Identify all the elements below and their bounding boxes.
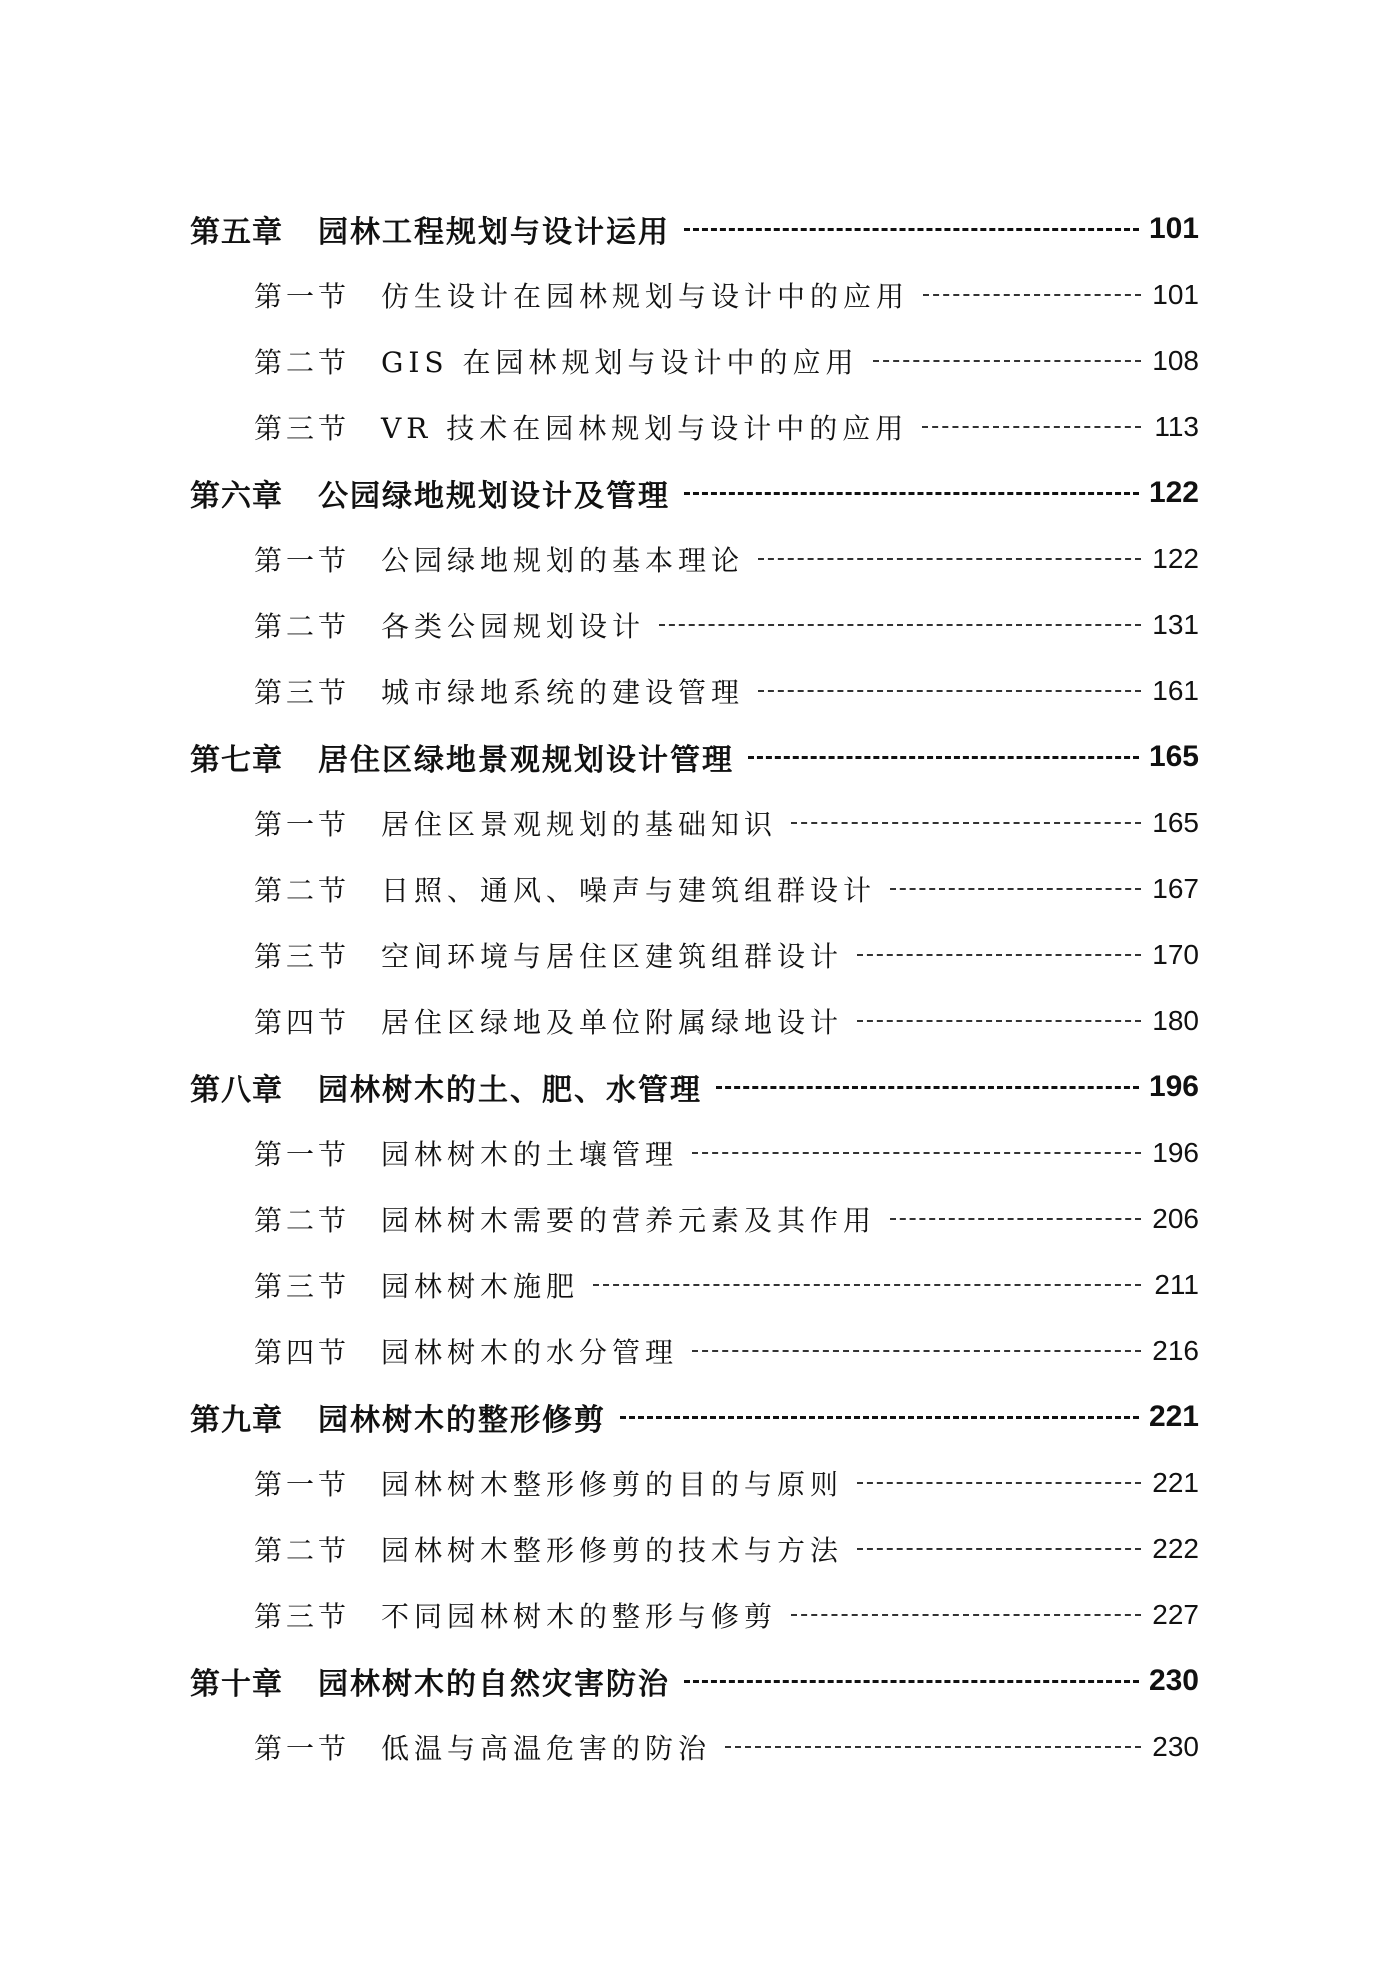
section-number: 第一节 xyxy=(254,1138,351,1171)
chapter-number: 第五章 xyxy=(190,215,283,250)
dotted-leader xyxy=(684,1680,1139,1683)
chapter-title: 居住区绿地景观规划设计管理 xyxy=(318,743,734,778)
dotted-leader xyxy=(890,888,1141,890)
page-number: 108 xyxy=(1152,345,1199,376)
toc-entry-line xyxy=(254,1252,1199,1318)
dotted-leader xyxy=(684,492,1139,495)
page-number: 165 xyxy=(1148,740,1199,773)
section-number: 第二节 xyxy=(254,346,351,379)
toc-section-entry[interactable] xyxy=(0,1120,1391,1186)
table-of-contents xyxy=(0,196,1391,1780)
toc-entry-line xyxy=(254,1516,1199,1582)
page-number: 222 xyxy=(1152,1533,1199,1564)
chapter-number: 第六章 xyxy=(190,479,283,514)
section-number: 第一节 xyxy=(254,280,351,313)
dotted-leader xyxy=(620,1416,1139,1419)
page-number: 122 xyxy=(1152,543,1199,574)
section-title: VR 技术在园林规划与设计中的应用 xyxy=(381,412,909,445)
dotted-leader xyxy=(716,1086,1139,1089)
toc-section-entry[interactable] xyxy=(0,658,1391,724)
page-number: 206 xyxy=(1152,1203,1199,1234)
chapter-title: 公园绿地规划设计及管理 xyxy=(318,479,670,514)
toc-section-entry[interactable] xyxy=(0,1714,1391,1780)
section-title: 园林树木需要的营养元素及其作用 xyxy=(381,1204,877,1237)
toc-entry-line xyxy=(190,196,1199,262)
page-number: 167 xyxy=(1152,873,1199,904)
toc-entry-line xyxy=(254,394,1199,460)
section-title: 园林树木的土壤管理 xyxy=(381,1138,679,1171)
section-number: 第二节 xyxy=(254,610,351,643)
dotted-leader xyxy=(857,1548,1141,1550)
toc-entry-line xyxy=(254,988,1199,1054)
toc-section-entry[interactable] xyxy=(0,1516,1391,1582)
page-number: 131 xyxy=(1152,609,1199,640)
toc-entry-line xyxy=(254,1714,1199,1780)
toc-entry-line xyxy=(254,262,1199,328)
chapter-title: 园林树木的土、肥、水管理 xyxy=(318,1073,702,1108)
page-number: 113 xyxy=(1154,411,1199,442)
toc-chapter-entry[interactable] xyxy=(0,1054,1391,1120)
section-number: 第三节 xyxy=(254,676,351,709)
page-number: 211 xyxy=(1154,1269,1199,1300)
section-number: 第三节 xyxy=(254,1270,351,1303)
chapter-number: 第七章 xyxy=(190,743,283,778)
toc-section-entry[interactable] xyxy=(0,1186,1391,1252)
dotted-leader xyxy=(857,954,1141,956)
dotted-leader xyxy=(659,624,1141,626)
toc-chapter-entry[interactable] xyxy=(0,196,1391,262)
toc-section-entry[interactable] xyxy=(0,988,1391,1054)
toc-chapter-entry[interactable] xyxy=(0,460,1391,526)
dotted-leader xyxy=(692,1152,1141,1154)
section-number: 第二节 xyxy=(254,1534,351,1567)
toc-entry-line xyxy=(254,1318,1199,1384)
page-number: 165 xyxy=(1152,807,1199,838)
section-number: 第一节 xyxy=(254,808,351,841)
chapter-title: 园林工程规划与设计运用 xyxy=(318,215,670,250)
toc-chapter-entry[interactable] xyxy=(0,724,1391,790)
section-title: 园林树木整形修剪的目的与原则 xyxy=(381,1468,844,1501)
dotted-leader xyxy=(922,426,1141,428)
dotted-leader xyxy=(692,1350,1141,1352)
toc-chapter-entry[interactable] xyxy=(0,1384,1391,1450)
section-number: 第三节 xyxy=(254,412,351,445)
toc-entry-line xyxy=(190,1054,1199,1120)
section-number: 第一节 xyxy=(254,544,351,577)
toc-section-entry[interactable] xyxy=(0,1450,1391,1516)
toc-section-entry[interactable] xyxy=(0,922,1391,988)
chapter-number: 第九章 xyxy=(190,1403,283,1438)
page-number: 196 xyxy=(1152,1137,1199,1168)
page-number: 101 xyxy=(1152,279,1199,310)
section-title: 不同园林树木的整形与修剪 xyxy=(381,1600,778,1633)
toc-section-entry[interactable] xyxy=(0,856,1391,922)
section-number: 第二节 xyxy=(254,1204,351,1237)
section-title: 居住区绿地及单位附属绿地设计 xyxy=(381,1006,844,1039)
toc-entry-line xyxy=(254,922,1199,988)
chapter-number: 第十章 xyxy=(190,1667,283,1702)
toc-section-entry[interactable] xyxy=(0,1252,1391,1318)
dotted-leader xyxy=(857,1482,1141,1484)
page-number: 196 xyxy=(1148,1070,1199,1103)
section-title: 公园绿地规划的基本理论 xyxy=(381,544,745,577)
toc-entry-line xyxy=(254,1186,1199,1252)
page-number: 180 xyxy=(1152,1005,1199,1036)
dotted-leader xyxy=(684,228,1139,231)
section-number: 第一节 xyxy=(254,1732,351,1765)
section-number: 第四节 xyxy=(254,1006,351,1039)
section-title: 园林树木施肥 xyxy=(381,1270,580,1303)
section-title: 低温与高温危害的防治 xyxy=(381,1732,712,1765)
page-number: 122 xyxy=(1148,476,1199,509)
toc-entry-line xyxy=(254,328,1199,394)
dotted-leader xyxy=(890,1218,1141,1220)
section-title: 园林树木的水分管理 xyxy=(381,1336,679,1369)
section-title: 居住区景观规划的基础知识 xyxy=(381,808,778,841)
page-number: 230 xyxy=(1152,1731,1199,1762)
toc-entry-line xyxy=(254,790,1199,856)
section-title: 城市绿地系统的建设管理 xyxy=(381,676,745,709)
toc-entry-line xyxy=(190,1384,1199,1450)
toc-section-entry[interactable] xyxy=(0,394,1391,460)
toc-section-entry[interactable] xyxy=(0,1582,1391,1648)
dotted-leader xyxy=(873,360,1141,362)
toc-entry-line xyxy=(254,1582,1199,1648)
section-title: 日照、通风、噪声与建筑组群设计 xyxy=(381,874,877,907)
dotted-leader xyxy=(791,822,1141,824)
toc-entry-line xyxy=(254,526,1199,592)
toc-section-entry[interactable] xyxy=(0,1318,1391,1384)
section-number: 第四节 xyxy=(254,1336,351,1369)
page-number: 101 xyxy=(1148,212,1199,245)
section-title: GIS 在园林规划与设计中的应用 xyxy=(381,346,859,379)
section-number: 第二节 xyxy=(254,874,351,907)
chapter-title: 园林树木的整形修剪 xyxy=(318,1403,606,1438)
toc-section-entry[interactable] xyxy=(0,262,1391,328)
dotted-leader xyxy=(748,756,1139,759)
toc-section-entry[interactable] xyxy=(0,790,1391,856)
toc-entry-line xyxy=(254,856,1199,922)
dotted-leader xyxy=(791,1614,1141,1616)
toc-entry-line xyxy=(254,592,1199,658)
page-number: 227 xyxy=(1152,1599,1199,1630)
section-title: 各类公园规划设计 xyxy=(381,610,646,643)
section-number: 第三节 xyxy=(254,940,351,973)
toc-chapter-entry[interactable] xyxy=(0,1648,1391,1714)
dotted-leader xyxy=(593,1284,1141,1286)
toc-section-entry[interactable] xyxy=(0,328,1391,394)
toc-section-entry[interactable] xyxy=(0,592,1391,658)
chapter-number: 第八章 xyxy=(190,1073,283,1108)
toc-entry-line xyxy=(254,1450,1199,1516)
toc-entry-line xyxy=(190,460,1199,526)
page-number: 216 xyxy=(1152,1335,1199,1366)
section-title: 仿生设计在园林规划与设计中的应用 xyxy=(381,280,910,313)
dotted-leader xyxy=(923,294,1141,296)
chapter-title: 园林树木的自然灾害防治 xyxy=(318,1667,670,1702)
section-number: 第三节 xyxy=(254,1600,351,1633)
page-number: 230 xyxy=(1148,1664,1199,1697)
dotted-leader xyxy=(857,1020,1141,1022)
toc-entry-line xyxy=(254,1120,1199,1186)
dotted-leader xyxy=(758,558,1141,560)
toc-entry-line xyxy=(254,658,1199,724)
section-title: 空间环境与居住区建筑组群设计 xyxy=(381,940,844,973)
page-number: 221 xyxy=(1148,1400,1199,1433)
toc-section-entry[interactable] xyxy=(0,526,1391,592)
page-number: 221 xyxy=(1152,1467,1199,1498)
section-title: 园林树木整形修剪的技术与方法 xyxy=(381,1534,844,1567)
toc-entry-line xyxy=(190,1648,1199,1714)
dotted-leader xyxy=(725,1746,1141,1748)
section-number: 第一节 xyxy=(254,1468,351,1501)
toc-entry-line xyxy=(190,724,1199,790)
page-number: 161 xyxy=(1152,675,1199,706)
page-number: 170 xyxy=(1152,939,1199,970)
dotted-leader xyxy=(758,690,1141,692)
